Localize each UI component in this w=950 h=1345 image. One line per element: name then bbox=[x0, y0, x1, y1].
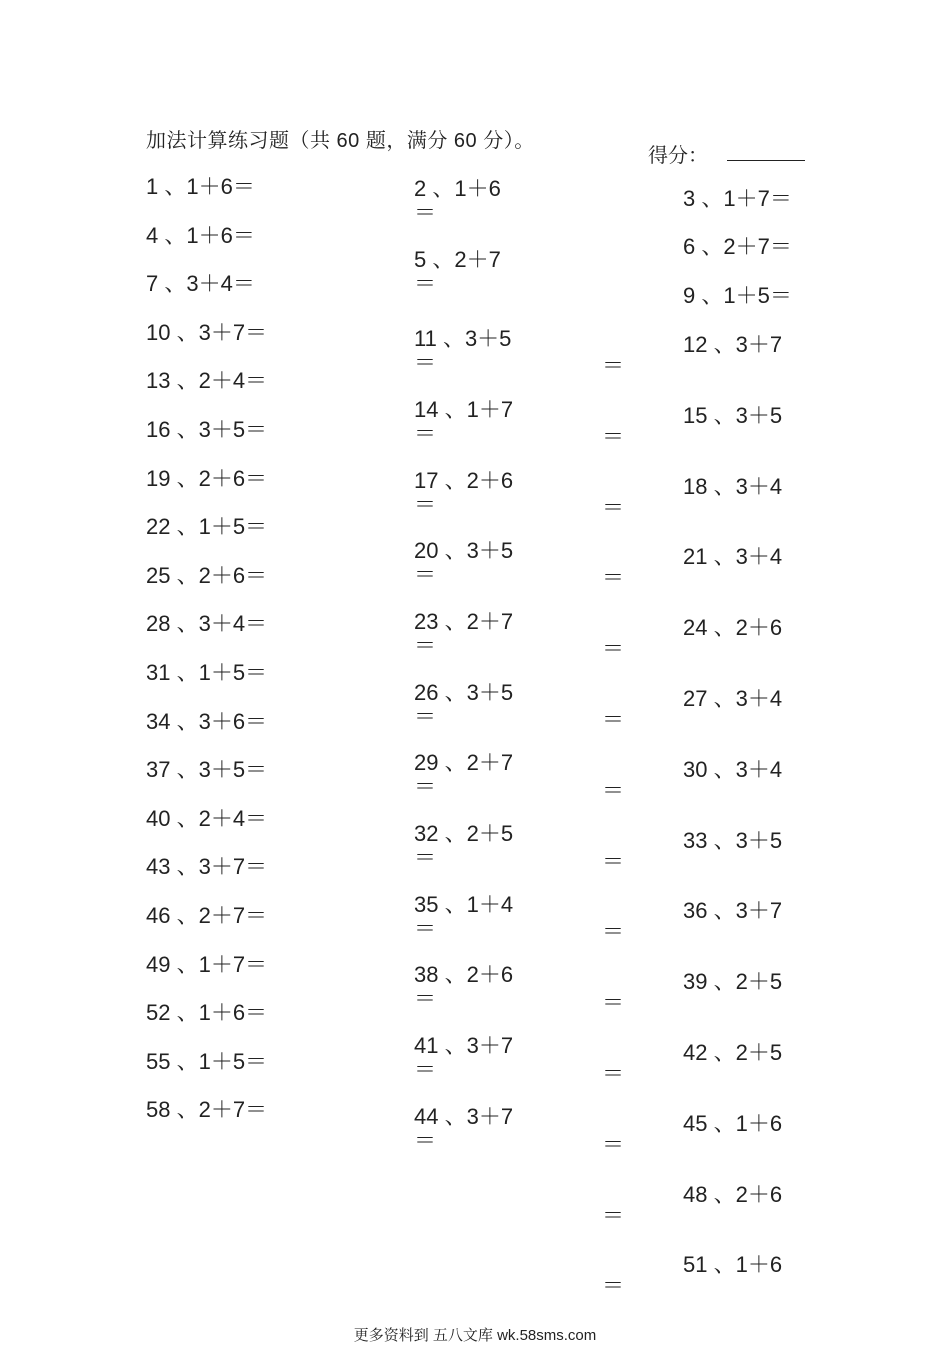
problem-item: 29 、2＋7 bbox=[414, 750, 514, 775]
equals-sign: ＝ bbox=[602, 636, 625, 662]
problem-item: 51 、1＋6 bbox=[683, 1252, 783, 1278]
equals-sign: ＝ bbox=[414, 774, 437, 799]
problem-item: 21 、3＋4 bbox=[683, 544, 783, 570]
problem-item: 35 、1＋4 bbox=[414, 892, 514, 917]
problem-item: 7 、3＋4＝ bbox=[146, 271, 255, 297]
equals-sign: ＝ bbox=[414, 845, 437, 870]
problem-item: 16 、3＋5＝ bbox=[146, 417, 268, 442]
problem-item: 6 、2＋7＝ bbox=[683, 234, 792, 259]
problem-item: 32 、2＋5 bbox=[414, 821, 514, 846]
problem-item: 14 、1＋7 bbox=[414, 397, 514, 422]
equals-sign: ＝ bbox=[414, 916, 437, 941]
problem-item: 26 、3＋5 bbox=[414, 680, 514, 705]
equals-sign: ＝ bbox=[602, 1202, 625, 1228]
problem-item: 46 、2＋7＝ bbox=[146, 903, 268, 928]
equals-sign: ＝ bbox=[414, 986, 437, 1011]
problem-item: 25 、2＋6＝ bbox=[146, 562, 268, 588]
problem-item: 37 、3＋5＝ bbox=[146, 757, 268, 783]
problem-item: 12 、3＋7 bbox=[683, 332, 783, 357]
problem-item: 38 、2＋6 bbox=[414, 962, 514, 987]
equals-sign: ＝ bbox=[602, 848, 625, 874]
problem-item: 44 、3＋7 bbox=[414, 1104, 514, 1129]
equals-sign: ＝ bbox=[602, 565, 625, 591]
problem-item: 43 、3＋7＝ bbox=[146, 854, 268, 880]
problem-item: 23 、2＋7 bbox=[414, 609, 514, 634]
problem-item: 31 、1＋5＝ bbox=[146, 660, 268, 685]
equals-sign: ＝ bbox=[602, 1273, 625, 1299]
problem-item: 45 、1＋6 bbox=[683, 1110, 783, 1136]
equals-sign: ＝ bbox=[602, 919, 625, 945]
problem-item: 22 、1＋5＝ bbox=[146, 514, 268, 540]
problem-item: 40 、2＋4＝ bbox=[146, 805, 268, 831]
equals-sign: ＝ bbox=[414, 271, 437, 296]
problem-item: 49 、1＋7＝ bbox=[146, 951, 268, 977]
problem-item: 15 、3＋5 bbox=[683, 402, 783, 428]
problem-item: 24 、2＋6 bbox=[683, 615, 783, 641]
problem-item: 55 、1＋5＝ bbox=[146, 1048, 268, 1074]
problem-item: 33 、3＋5 bbox=[683, 827, 783, 853]
equals-sign: ＝ bbox=[602, 707, 625, 732]
problem-item: 41 、3＋7 bbox=[414, 1033, 514, 1058]
equals-sign: ＝ bbox=[414, 704, 437, 729]
problem-item: 9 、1＋5＝ bbox=[683, 283, 792, 308]
problem-item: 19 、2＋6＝ bbox=[146, 465, 268, 491]
equals-sign: ＝ bbox=[414, 562, 437, 587]
equals-sign: ＝ bbox=[602, 990, 625, 1016]
footer-text: 更多资料到 五八文库 wk.58sms.com bbox=[353, 1327, 597, 1344]
equals-sign: ＝ bbox=[602, 1061, 625, 1086]
problem-item: 52 、1＋6＝ bbox=[146, 1000, 268, 1026]
equals-sign: ＝ bbox=[414, 350, 437, 375]
equals-sign: ＝ bbox=[414, 492, 437, 517]
equals-sign: ＝ bbox=[602, 423, 625, 449]
problem-item: 48 、2＋6 bbox=[683, 1181, 783, 1207]
equals-sign: ＝ bbox=[414, 421, 437, 446]
problem-item: 13 、2＋4＝ bbox=[146, 368, 268, 394]
problem-item: 36 、3＋7 bbox=[683, 898, 783, 924]
problem-item: 20 、3＋5 bbox=[414, 538, 514, 563]
problem-item: 42 、2＋5 bbox=[683, 1040, 783, 1065]
equals-sign: ＝ bbox=[602, 494, 625, 520]
problem-item: 5 、2＋7 bbox=[414, 247, 501, 272]
problem-item: 30 、3＋4 bbox=[683, 756, 783, 782]
problem-item: 10 、3＋7＝ bbox=[146, 319, 268, 345]
problem-item: 27 、3＋4 bbox=[683, 686, 783, 711]
problem-item: 11 、3＋5 bbox=[414, 326, 512, 351]
problem-item: 39 、2＋5 bbox=[683, 969, 783, 995]
problem-item: 28 、3＋4＝ bbox=[146, 611, 268, 637]
problem-item: 17 、2＋6 bbox=[414, 468, 514, 493]
problem-item: 34 、3＋6＝ bbox=[146, 708, 268, 734]
equals-sign: ＝ bbox=[414, 1057, 437, 1082]
equals-sign: ＝ bbox=[414, 200, 437, 225]
problem-item: 4 、1＋6＝ bbox=[146, 222, 255, 248]
problem-item: 1 、1＋6＝ bbox=[146, 174, 255, 199]
problem-item: 58 、2＋7＝ bbox=[146, 1097, 268, 1123]
problem-item: 2 、1＋6 bbox=[414, 176, 501, 201]
equals-sign: ＝ bbox=[602, 1131, 625, 1157]
worksheet-title: 加法计算练习题（共 60 题，满分 60 分）。 bbox=[146, 130, 535, 152]
equals-sign: ＝ bbox=[414, 1128, 437, 1153]
equals-sign: ＝ bbox=[602, 777, 625, 803]
problem-item: 3 、1＋7＝ bbox=[683, 186, 792, 211]
problem-item: 18 、3＋4 bbox=[683, 473, 783, 499]
score-blank-line[interactable] bbox=[727, 160, 805, 161]
score-label: 得分： bbox=[648, 145, 708, 167]
equals-sign: ＝ bbox=[414, 633, 437, 658]
equals-sign: ＝ bbox=[602, 353, 625, 378]
